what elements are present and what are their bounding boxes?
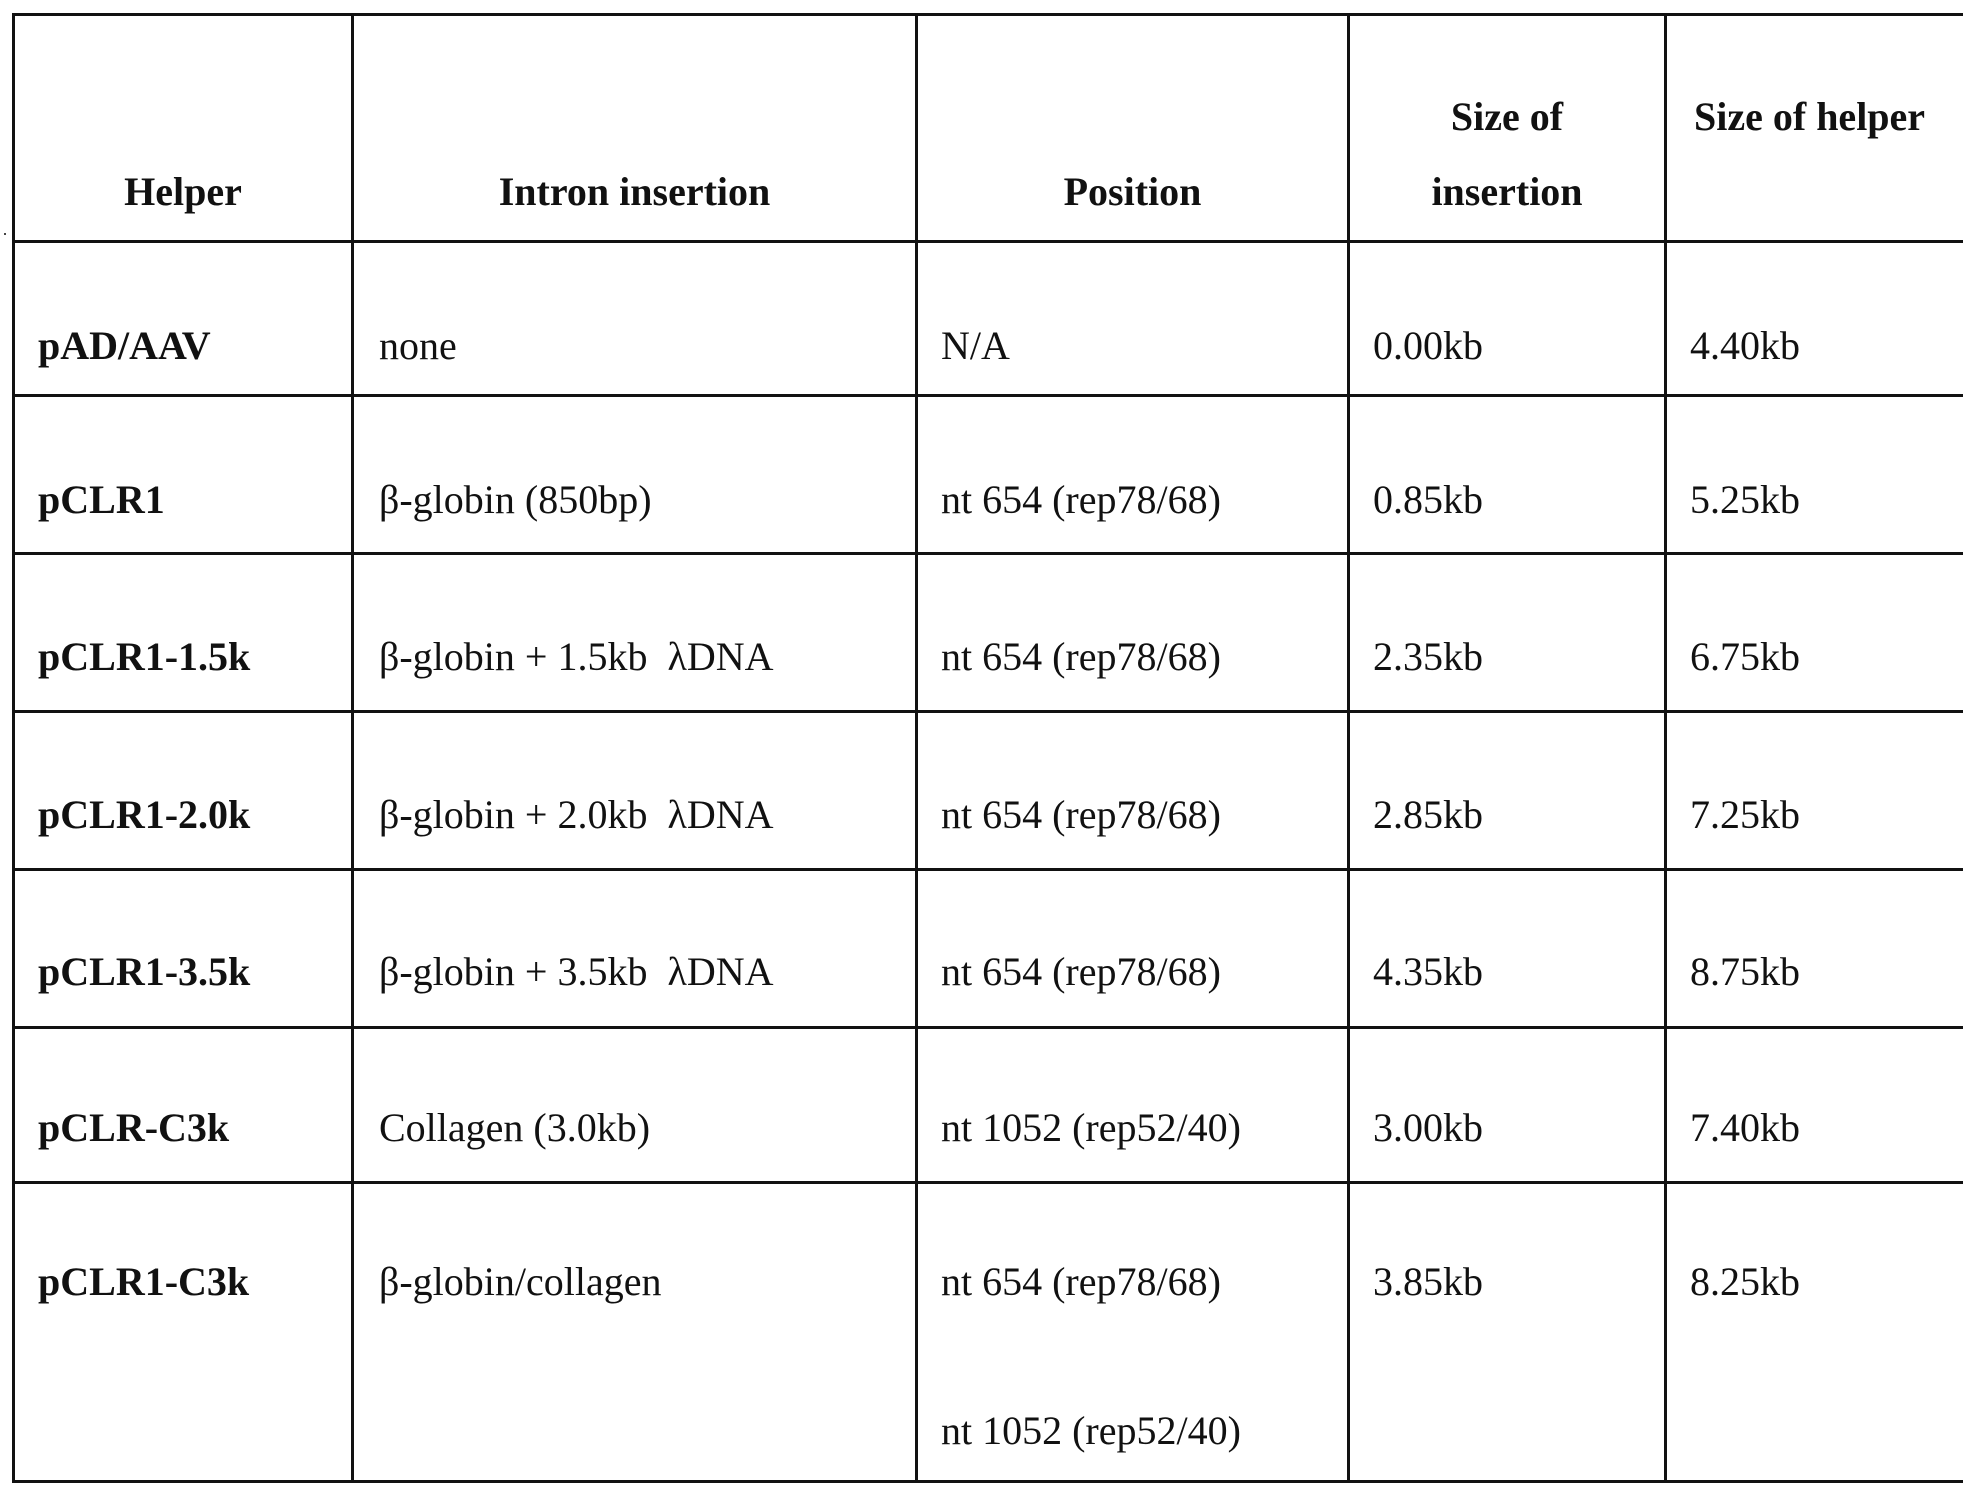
cell-position: nt 654 (rep78/68): [941, 477, 1221, 522]
table-bottom-border: [13, 1480, 1963, 1483]
cell-position: nt 1052 (rep52/40): [941, 1105, 1241, 1150]
cell-helper: pCLR1-C3k: [38, 1259, 250, 1304]
header-size-of-helper: Size of helper: [1694, 94, 1926, 139]
cell-insert-size: 4.35kb: [1373, 949, 1483, 994]
cell-insert-size: 2.85kb: [1373, 792, 1483, 837]
cell-helper-size: 4.40kb: [1690, 323, 1800, 368]
cell-helper: pCLR1-2.0k: [38, 792, 251, 837]
cell-intron: β-globin (850bp): [379, 477, 652, 522]
cell-insert-size: 3.00kb: [1373, 1105, 1483, 1150]
column-divider: [1347, 13, 1350, 1483]
cell-position: nt 654 (rep78/68): [941, 634, 1221, 679]
cell-intron: β-globin + 2.0kb λDNA: [379, 792, 774, 837]
cell-intron: β-globin + 3.5kb λDNA: [379, 949, 774, 994]
cell-helper: pAD/AAV: [38, 323, 211, 368]
row-divider: [13, 868, 1963, 871]
cell-insert-size: 3.85kb: [1373, 1259, 1483, 1304]
row-divider: [13, 394, 1963, 397]
cell-insert-size: 2.35kb: [1373, 634, 1483, 679]
header-size-of-insertion-line2: insertion: [1431, 169, 1583, 214]
cell-position-secondary: nt 1052 (rep52/40): [941, 1408, 1241, 1453]
cell-helper-size: 8.75kb: [1690, 949, 1800, 994]
cell-helper: pCLR1: [38, 477, 165, 522]
cell-helper-size: 7.25kb: [1690, 792, 1800, 837]
cell-helper-size: 7.40kb: [1690, 1105, 1800, 1150]
cell-position: N/A: [941, 323, 1010, 368]
column-divider: [915, 13, 918, 1483]
header-size-of-insertion-line1: Size of: [1450, 94, 1564, 139]
cell-helper-size: 8.25kb: [1690, 1259, 1800, 1304]
cell-position: nt 654 (rep78/68): [941, 792, 1221, 837]
header-intron-insertion: Intron insertion: [498, 169, 771, 214]
row-divider: [13, 1181, 1963, 1184]
table-left-border: [12, 13, 15, 1483]
cell-helper: pCLR-C3k: [38, 1105, 230, 1150]
cell-helper: pCLR1-3.5k: [38, 949, 251, 994]
cell-intron: β-globin + 1.5kb λDNA: [379, 634, 774, 679]
cell-insert-size: 0.00kb: [1373, 323, 1483, 368]
row-divider: [13, 552, 1963, 555]
cell-intron: β-globin/collagen: [379, 1259, 662, 1304]
cell-intron: none: [379, 323, 457, 368]
cell-helper: pCLR1-1.5k: [38, 634, 251, 679]
header-helper: Helper: [124, 169, 242, 214]
row-divider: [13, 710, 1963, 713]
cell-helper-size: 6.75kb: [1690, 634, 1800, 679]
cell-position: nt 654 (rep78/68): [941, 1259, 1221, 1304]
scan-artifact: [4, 233, 6, 235]
column-divider: [351, 13, 354, 1483]
column-divider: [1664, 13, 1667, 1483]
cell-intron: Collagen (3.0kb): [379, 1105, 651, 1150]
cell-helper-size: 5.25kb: [1690, 477, 1800, 522]
cell-insert-size: 0.85kb: [1373, 477, 1483, 522]
header-position: Position: [1063, 169, 1202, 214]
row-divider: [13, 1026, 1963, 1029]
table-top-border: [13, 13, 1963, 16]
cell-position: nt 654 (rep78/68): [941, 949, 1221, 994]
header-bottom-border: [13, 240, 1963, 243]
